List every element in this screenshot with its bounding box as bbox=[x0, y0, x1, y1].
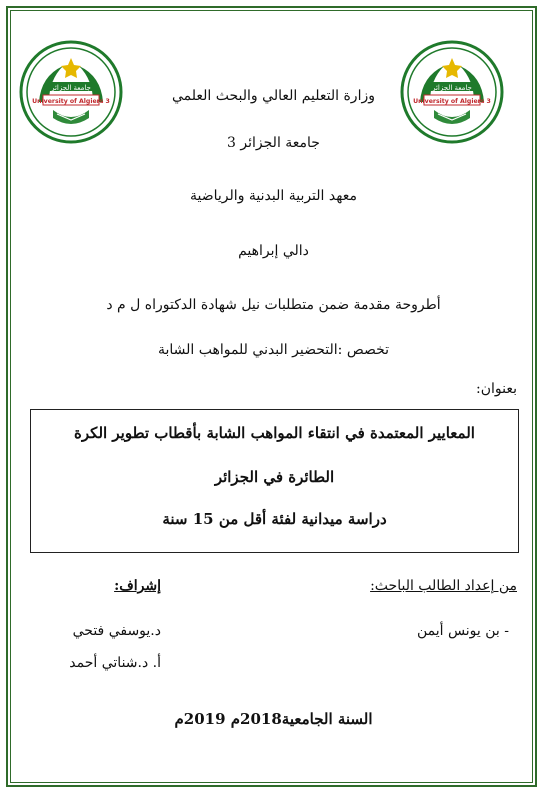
supervision-label: إشراف: bbox=[114, 578, 161, 594]
specialty-line: تخصص :التحضير البدني للمواهب الشابة bbox=[157, 342, 390, 358]
logo-english-text: University of Algiers 3 bbox=[413, 98, 491, 105]
logo-arabic-text: جامعة الجزائر bbox=[51, 84, 91, 92]
title-label: بعنوان: bbox=[476, 381, 517, 397]
student-label: من إعداد الطالب الباحث: bbox=[370, 578, 517, 594]
title-box bbox=[30, 409, 519, 553]
logo-arabic-text: جامعة الجزائر bbox=[432, 84, 472, 92]
ministry-line: وزارة التعليم العالي والبحث العلمي bbox=[172, 88, 375, 104]
thesis-subtitle: دراسة ميدانية لفئة أقل من 15 سنة bbox=[162, 510, 387, 528]
campus-line: دالي إبراهيم bbox=[238, 243, 309, 259]
academic-year: السنة الجامعية2018م 2019م bbox=[174, 710, 373, 728]
thesis-line: أطروحة مقدمة ضمن متطلبات نيل شهادة الدكتوراه ل م د bbox=[106, 297, 441, 313]
university-line: جامعة الجزائر 3 bbox=[227, 135, 320, 151]
student-name: - بن يونس أيمن bbox=[416, 623, 509, 639]
logo-english-text: University of Algiers 3 bbox=[32, 98, 110, 105]
supervisor-1: د.يوسفي فتحي bbox=[72, 623, 161, 639]
supervisor-2: أ. د.شناتي أحمد bbox=[69, 655, 161, 671]
thesis-title-line2: الطائرة في الجزائر bbox=[214, 468, 335, 486]
institute-line: معهد التربية البدنية والرياضية bbox=[190, 188, 357, 204]
thesis-title-line1: المعايير المعتمدة في انتقاء المواهب الشابة بأقطاب تطوير الكرة bbox=[74, 424, 475, 442]
